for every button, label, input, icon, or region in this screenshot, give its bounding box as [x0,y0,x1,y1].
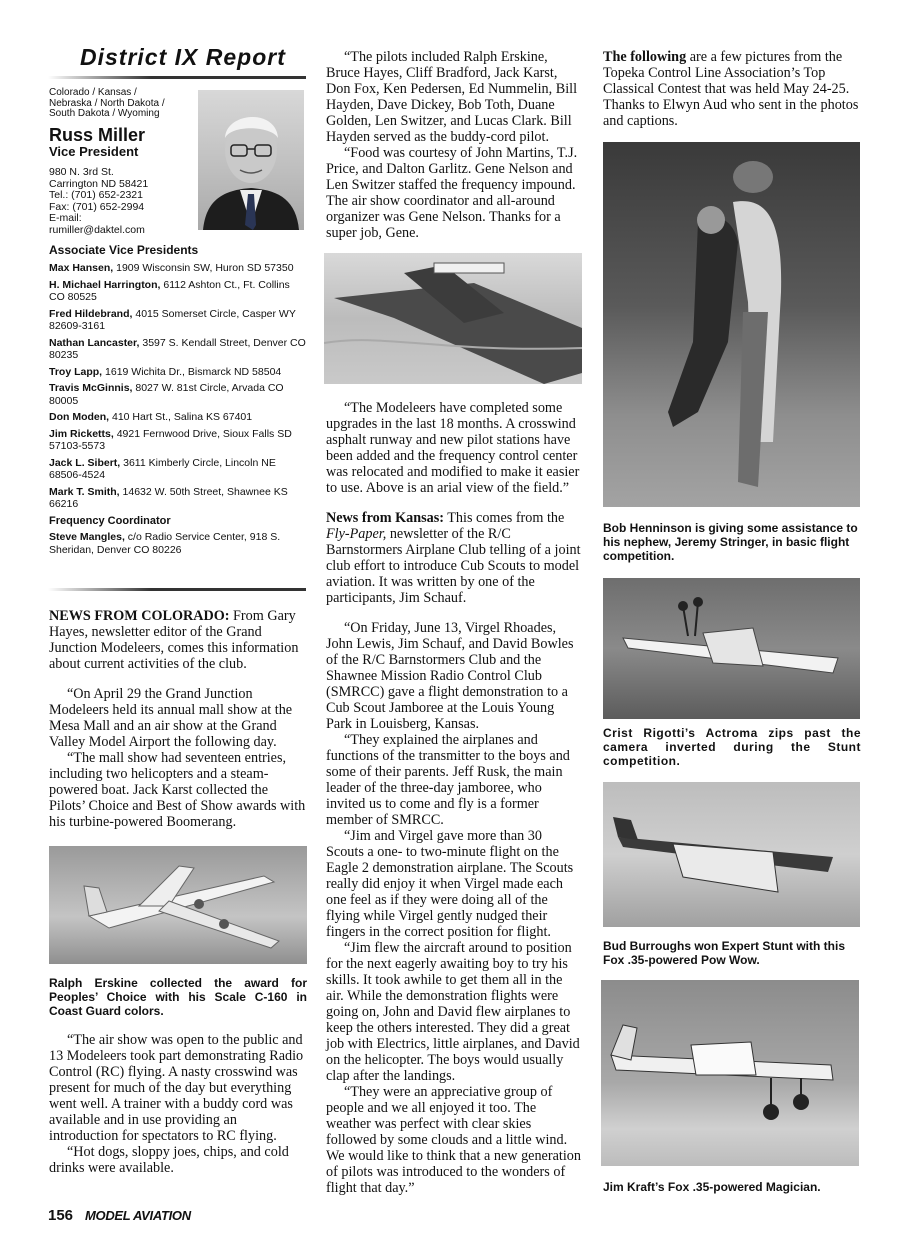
email-link[interactable]: rumiller@daktel.com [49,223,145,236]
address-line: Carrington ND 58421 [49,177,149,190]
powwow-caption: Bud Burroughs won Expert Stunt with this Fox .35-powered Pow Wow. [603,939,845,967]
actroma-caption: Crist Rigotti’s Actroma zips past the camera inverted during the Stunt competition. [603,726,861,768]
col2-paragraph: “On Friday, June 13, Virgel Rhoades, John Lewis, Jim Schauf, and David Bowles of the R/C Barnstormers Club and the Shawnee Mission Radio Control Club (SMRCC) gave a flight demonstration to a Cub Scout Jamboree at the Louis Young Park in Louisberg, Kansas. [326,620,574,732]
actroma-photo [603,578,860,719]
henninson-caption: Bob Henninson is giving some assistance to his nephew, Jeremy Stringer, in basic flight competition. [603,521,858,563]
news-kansas: News from Kansas: This comes from the Fly-Paper, newsletter of the R/C Barnstormers Airplane Club telling of a joint club effort to introduce Cub Scouts to model aviation. It was written by one of the participants, Jim Schauf. [326,510,581,606]
state-line: South Dakota / Wyoming [49,108,160,119]
associates-heading: Associate Vice Presidents [49,243,199,257]
state-line: Colorado / Kansas / [49,87,137,98]
associate-entry: H. Michael Harrington, 6112 Ashton Ct., Ft. Collins CO 80525 [49,278,290,303]
col1-text-top [49,608,307,830]
state-line: Nebraska / North Dakota / [49,97,165,109]
portrait-photo [198,90,304,230]
magician-caption: Jim Kraft’s Fox .35-powered Magician. [603,1180,821,1194]
vp-name: Russ Miller [49,125,146,145]
powwow-image [603,782,860,927]
henninson-image [603,142,860,507]
address-line: 980 N. 3rd St. [49,166,114,178]
associate-entry: Max Hansen, 1909 Wisconsin SW, Huron SD 57350 [49,262,294,274]
col2-paragraph: “They were an appreciative group of people and we all enjoyed it too. The weather was perfect with clear skies followed by some clouds and a little wind. We would like to think that a new generation of pilots was introduced to the wonders of flight that day.” [326,1084,581,1196]
actroma-image [603,578,860,719]
powwow-photo [603,782,860,927]
col1-text-bottom [49,1032,307,1176]
magician-image [601,980,859,1166]
address-line: E-mail: [49,212,82,224]
freq-heading: Frequency Coordinator [49,514,171,527]
col3-intro [603,49,861,129]
airfield-aerial-photo [324,253,582,384]
sidebar-rule [48,588,306,591]
magician-photo [601,980,859,1166]
associate-entry: Don Moden, 410 Hart St., Salina KS 67401 [49,411,253,423]
associates-list [49,262,307,560]
vp-portrait [198,90,304,230]
news-colorado: NEWS FROM COLORADO: From Gary Hayes, newsletter editor of the Grand Junction Modeleers, comes this information about current activities of the club. [49,608,299,672]
report-title: District IX Report [80,44,286,70]
magazine-name: MODEL AVIATION [85,1208,191,1223]
col1-paragraph: “The mall show had seventeen entries, including two helicopters and a steam-powered boat. Jack Karst collected the Pilots’ Choice and Best of Show awards with his turbine-powered Boomerang. [49,750,306,830]
associate-entry: Fred Hildebrand, 4015 Somerset Circle, Casper WY 82609-3161 [49,307,296,332]
vp-title: Vice President [49,144,139,159]
col2-paragraph: “Jim flew the aircraft around to position for the next eagerly awaiting boy to try his skills. It took awhile to get them all in the air. While the demonstration flights were going on, John and David flew airplanes to keep the others interested. They did a great job with Electrics, little airplanes, and David on the helicopter. The boys would usually clap after the landings. [326,940,580,1084]
col1-paragraph: “On April 29 the Grand Junction Modeleers held its annual mall show at the Mesa Mall and an air show at the Grand Valley Model Airport the following day. [49,686,293,750]
col2-text-top [326,49,582,241]
associate-entry: Jack L. Sibert, 3611 Kimberly Circle, Lincoln NE 68506-4524 [49,456,276,481]
address-line: Tel.: (701) 652-2321 [49,189,143,201]
associate-entry: Travis McGinnis, 8027 W. 81st Circle, Arvada CO 80005 [49,382,284,407]
col2-paragraph: “They explained the airplanes and functions of the transmitter to the boys and some of their parents. Jeff Rusk, the main leader of the three-day jamboree, who invited us to come and fly is a former member of SMRCC. [326,732,570,828]
col1-paragraph: “The air show was open to the public and 13 Modeleers took part demonstrating Radio Control (RC) flying. A nasty crosswind was present for much of the day but everything went well. A trainer with a buddy cord was available and in use providing an introduction for spectators to RC flying. [49,1032,304,1144]
c160-airplane-image [49,846,307,964]
associate-entry: Mark T. Smith, 14632 W. 50th Street, Shawnee KS 66216 [49,485,288,510]
vp-address [49,167,199,236]
freq-entry: Steve Mangles, c/o Radio Service Center, 918 S. Sheridan, Denver CO 80226 [49,531,281,556]
henninson-photo [603,142,860,507]
col2-paragraph: “Food was courtesy of John Martins, T.J. Price, and Dalton Garlitz. Gene Nelson and Len Switzer staffed the frequency impound. The air show coordinator and all-around organizer was Gene Nelson. Thanks for a super job, Gene. [326,145,578,241]
col1-paragraph: “Hot dogs, sloppy joes, chips, and cold drinks were available. [49,1144,289,1176]
col2-paragraph: “The pilots included Ralph Erskine, Bruce Hayes, Cliff Bradford, Jack Karst, Don Fox, Ken Pedersen, Ed Nummelin, Bill Hayden, Dave Dickey, Bob Toth, Duane Golden, Len Switzer, and Lucas Clark. Bill Hayden served as the buddy-cord pilot. [326,49,578,145]
associate-entry: Jim Ricketts, 4921 Fernwood Drive, Sioux Falls SD 57103-5573 [49,427,292,452]
col2-paragraph: “The Modeleers have completed some upgrades in the last 18 months. A crosswind asphalt runway and new pilot stations have been added and the frequency control center was relocated and modified to make it easier to use. Above is an arial view of the field.” [326,400,580,496]
c160-caption: Ralph Erskine collected the award for Peoples’ Choice with his Scale C-160 in Coast Guard colors. [49,976,307,1018]
district-states [49,88,199,120]
associate-entry: Troy Lapp, 1619 Wichita Dr., Bismarck ND 58504 [49,365,282,378]
col3-paragraph: The following are a few pictures from the Topeka Control Line Association’s Top Classical Contest that was held May 24-25. Thanks to Elwyn Aud who sent in the photos and captions. [603,49,859,129]
c160-photo [49,846,307,964]
address-line: Fax: (701) 652-2994 [49,200,145,213]
airfield-image [324,253,582,384]
col2-text-bottom [326,400,582,1196]
title-rule [48,76,306,79]
col2-paragraph: “Jim and Virgel gave more than 30 Scouts a one- to two-minute flight on the Eagle 2 demonstration airplane. The Scouts really did enjoy it when Virgel made each one feel as if they were doing all of the flying while Virgel gently nudged their fingers in the correct position for flight. [326,828,574,940]
page-number: 156 [48,1207,74,1224]
associate-entry: Nathan Lancaster, 3597 S. Kendall Street, Denver CO 80235 [49,336,306,361]
